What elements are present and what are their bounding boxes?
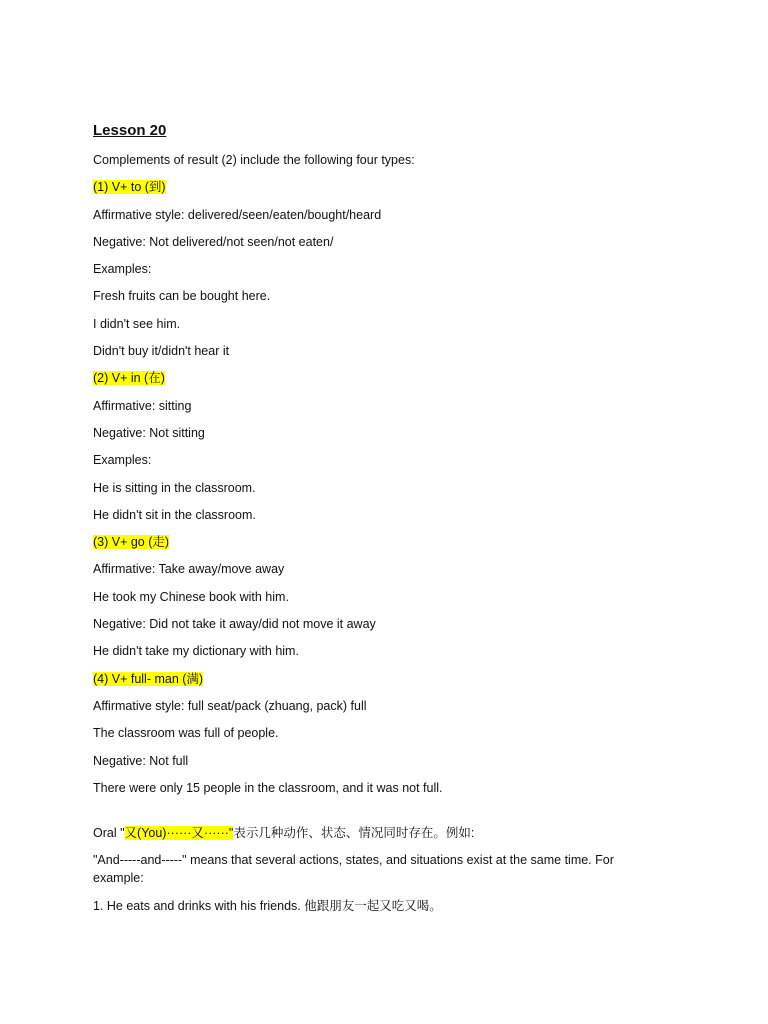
- section-2-line: He is sitting in the classroom.: [93, 480, 256, 495]
- section-4-line: Negative: Not full: [93, 753, 189, 768]
- section-1-line: I didn't see him.: [93, 316, 181, 331]
- lesson-title: Lesson 20: [93, 122, 167, 139]
- section-3-line: Negative: Did not take it away/did not move it away: [93, 617, 376, 632]
- section-2-line: Examples:: [93, 453, 152, 468]
- section-heading-2: [93, 369, 693, 387]
- section-4-line: There were only 15 people in the classroom, and it was not full.: [93, 780, 443, 795]
- section-4-line: Affirmative style: full seat/pack (zhuang, pack) full: [93, 698, 367, 713]
- section-heading-3: [93, 533, 693, 551]
- oral-suffix: 表示几种动作、状态、情况同时存在。例如:: [233, 826, 475, 841]
- section-1-line: Affirmative style: delivered/seen/eaten/bought/heard: [93, 207, 382, 222]
- section-heading-1-text: (1) V+ to (到): [93, 180, 166, 195]
- section-heading-1: [93, 178, 693, 196]
- document-page: [93, 120, 693, 924]
- oral-highlight: 又(You)······又······": [124, 826, 234, 841]
- section-3-line: He didn't take my dictionary with him.: [93, 644, 299, 659]
- section-heading-4-text: (4) V+ full- man (满): [93, 671, 204, 686]
- oral-prefix: Oral ": [93, 826, 125, 841]
- section-heading-2-text: (2) V+ in (在): [93, 371, 165, 386]
- section-2-line: Negative: Not sitting: [93, 425, 205, 440]
- section-heading-4: [93, 670, 693, 688]
- oral-explanation: "And-----and-----" means that several actions, states, and situations exist at the same time. For example:: [93, 853, 614, 886]
- oral-line: [93, 824, 693, 842]
- section-2-line: He didn't sit in the classroom.: [93, 507, 256, 522]
- example-1: 1. He eats and drinks with his friends. 他跟朋友一起又吃又喝。: [93, 898, 442, 913]
- section-4-line: The classroom was full of people.: [93, 726, 279, 741]
- section-1-line: Examples:: [93, 262, 152, 277]
- section-1-line: Fresh fruits can be bought here.: [93, 289, 271, 304]
- section-3-line: He took my Chinese book with him.: [93, 589, 289, 604]
- section-heading-3-text: (3) V+ go (走): [93, 535, 170, 550]
- section-2-line: Affirmative: sitting: [93, 398, 192, 413]
- section-1-line: Negative: Not delivered/not seen/not eaten/: [93, 234, 334, 249]
- section-1-line: Didn't buy it/didn't hear it: [93, 344, 230, 359]
- intro-text: Complements of result (2) include the following four types:: [93, 153, 415, 167]
- spacer: [93, 806, 693, 824]
- section-3-line: Affirmative: Take away/move away: [93, 562, 285, 577]
